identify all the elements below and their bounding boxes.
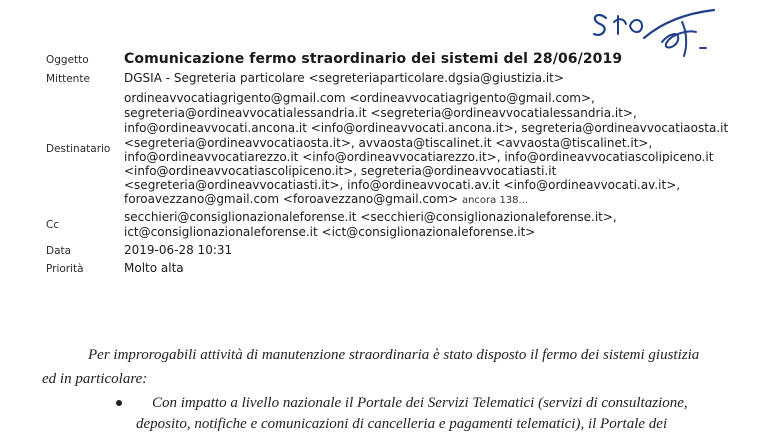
recipient-line-last bbox=[124, 192, 528, 209]
email-subject: Comunicazione fermo straordinario dei sistemi del 28/06/2019 bbox=[124, 51, 623, 67]
recipient-line: segreteria@ordineavvocatialessandria.it <segreteria@ordineavvocatialessandria.it>, bbox=[124, 106, 637, 120]
subject-label: Oggetto bbox=[46, 54, 89, 66]
recipient-line: <segreteria@ordineavvocatiasti.it>, info@ordineavvocati.av.it <info@ordineavvocati.av.it>, bbox=[124, 178, 681, 192]
recipients-label: Destinatario bbox=[46, 143, 111, 155]
recipient-line: info@ordineavvocatiarezzo.it <info@ordineavvocatiarezzo.it>, info@ordineavvocatiascolipiceno.it bbox=[124, 150, 714, 164]
bullet-text-line: deposito, notifiche e comunicazioni di cancelleria e pagamenti telematici), il Portale dei bbox=[136, 416, 668, 432]
date-label: Data bbox=[46, 245, 72, 257]
recipient-text: foroavezzano@gmail.com <foroavezzano@gmail.com> bbox=[124, 192, 459, 206]
sender-label: Mittente bbox=[46, 73, 90, 85]
recipient-line: <info@ordineavvocatiascolipiceno.it>, segreteria@ordineavvocatiasti.it bbox=[124, 164, 557, 178]
recipient-line: info@ordineavvocati.ancona.it <info@ordineavvocati.ancona.it>, segreteria@ordineavvocatiaosta.it bbox=[124, 121, 729, 135]
cc-line: ict@consiglionazionaleforense.it <ict@consiglionazionaleforense.it> bbox=[124, 225, 536, 239]
recipient-line: <segreteria@ordineavvocatiaosta.it>, avvaosta@tiscalinet.it <avvaosta@tiscalinet.it>, bbox=[124, 136, 653, 150]
more-recipients-link[interactable]: ancora 138... bbox=[461, 195, 529, 206]
priority-label: Priorità bbox=[46, 263, 84, 275]
email-sender: DGSIA - Segreteria particolare <segreteriaparticolare.dgsia@giustizia.it> bbox=[124, 71, 564, 85]
bullet-text-line: Con impatto a livello nazionale il Portale dei Servizi Telematici (servizi di consultazione, bbox=[152, 395, 688, 411]
email-date: 2019-06-28 10:31 bbox=[124, 243, 233, 257]
cc-label: Cc bbox=[46, 219, 60, 231]
recipient-line: ordineavvocatiagrigento@gmail.com <ordineavvocatiagrigento@gmail.com>, bbox=[124, 91, 595, 105]
email-priority: Molto alta bbox=[124, 261, 184, 275]
body-paragraph-line: ed in particolare: bbox=[42, 371, 148, 387]
body-paragraph-line: Per improrogabili attività di manutenzione straordinaria è stato disposto il fermo dei sistemi giustizia bbox=[88, 347, 700, 363]
bullet-icon bbox=[116, 400, 122, 406]
cc-line: secchieri@consiglionazionaleforense.it <secchieri@consiglionazionaleforense.it>, bbox=[124, 210, 617, 224]
